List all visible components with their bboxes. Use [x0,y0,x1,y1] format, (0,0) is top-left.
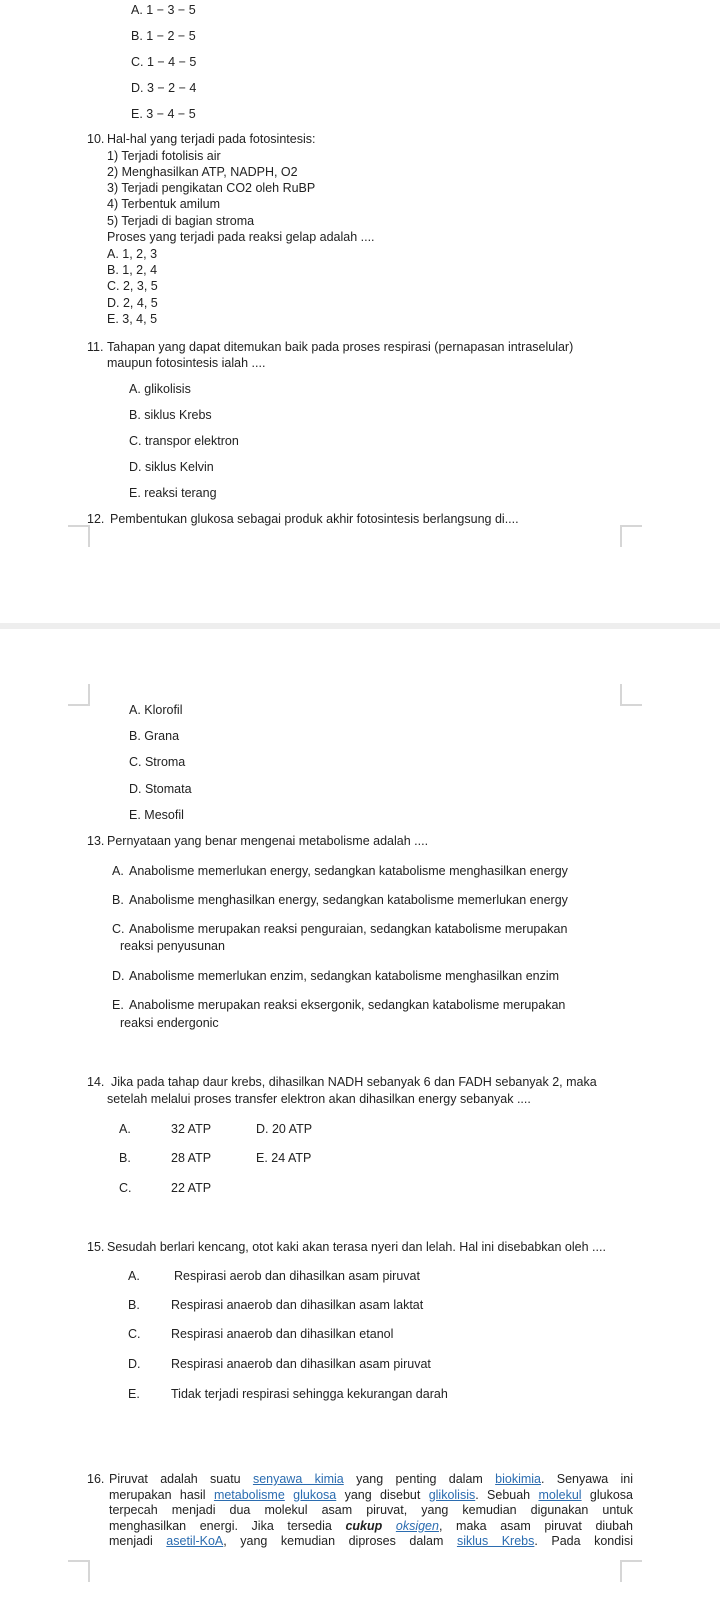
link-siklus-krebs[interactable]: siklus Krebs [456,1534,535,1548]
option-a-label: A. [128,1269,140,1283]
option-e: E. 3 − 4 − 5 [131,107,196,121]
question-number: 10. [87,132,105,146]
page-margin-mark-top-left [68,684,90,706]
option-d-label: D. [128,1357,141,1371]
option-a: A. 1 − 3 − 5 [131,3,196,17]
option-c-text: Respirasi anaerob dan dihasilkan etanol [171,1327,394,1341]
link-asetil-koa[interactable]: asetil-KoA [166,1534,224,1548]
option-d: D. 3 − 2 − 4 [131,81,197,95]
option-b: B. Grana [129,729,180,743]
option-d-text: Respirasi anaerob dan dihasilkan asam piruvat [171,1357,431,1371]
option-c-label: C. [128,1327,141,1341]
option-e: E. Mesofil [129,808,184,822]
question-number: 15. [87,1240,105,1254]
option-a: A. 1, 2, 3 [107,247,158,261]
option-d-text: Anabolisme memerlukan enzim, sedangkan katabolisme menghasilkan enzim [129,969,560,983]
option-b-text: 28 ATP [171,1151,212,1165]
option-e-text-line2: reaksi endergonic [120,1016,219,1030]
question-text: Pembentukan glukosa sebagai produk akhir fotosintesis berlangsung di.... [110,512,519,526]
option-e-text: Anabolisme merupakan reaksi eksergonik, sedangkan katabolisme merupakan [129,998,566,1012]
option-c-text: Anabolisme merupakan reaksi penguraian, sedangkan katabolisme merupakan [129,922,568,936]
option-b-text: Respirasi anaerob dan dihasilkan asam laktat [171,1298,424,1312]
statement-3: 3) Terjadi pengikatan CO2 oleh RuBP [107,181,316,195]
option-c-label: C. [119,1181,132,1195]
option-c: C. Stroma [129,755,186,769]
page-margin-mark-top-right [620,684,642,706]
question-number: 16. [87,1472,105,1486]
option-a-label: A. [119,1122,131,1136]
question-text-line2: maupun fotosintesis ialah .... [107,356,266,370]
option-c-text-line2: reaksi penyusunan [120,939,225,953]
option-a-text: 32 ATP [171,1122,212,1136]
question-number: 13. [87,834,105,848]
option-b: B. 1, 2, 4 [107,263,158,277]
link-biokimia[interactable]: biokimia [495,1472,541,1486]
option-c: C. transpor elektron [129,434,239,448]
question-text-line2: setelah melalui proses transfer elektron akan dihasilkan energy sebanyak .... [107,1092,531,1106]
option-b-label: B. [119,1151,131,1165]
question-text: Sesudah berlari kencang, otot kaki akan terasa nyeri dan lelah. Hal ini disebabkan oleh .... [107,1240,606,1254]
link-glukosa[interactable]: glukosa [293,1487,337,1502]
statement-1: 1) Terjadi fotolisis air [107,149,221,163]
link-molekul[interactable]: molekul [538,1487,582,1502]
option-a-text: Respirasi aerob dan dihasilkan asam piruvat [174,1269,420,1283]
option-b-text: Anabolisme menghasilkan energy, sedangkan katabolisme memerlukan energy [129,893,568,907]
option-e-label: E. [128,1387,140,1401]
option-a: A. glikolisis [129,382,191,396]
question-number: 11. [87,340,104,354]
paragraph-line-1: Piruvat adalah suatu senyawa kimia yang penting dalam biokimia. Senyawa ini [109,1472,634,1486]
option-a-text: Anabolisme memerlukan energy, sedangkan katabolisme menghasilkan energy [129,864,568,878]
option-e: E. 24 ATP [256,1151,312,1165]
page-margin-mark-bottom-left-2 [68,1560,90,1582]
link-glikolisis[interactable]: glikolisis [428,1487,476,1502]
link-oksigen[interactable]: oksigen [395,1518,439,1533]
page-margin-mark-bottom-right [620,525,642,547]
option-d: D. Stomata [129,782,192,796]
link-senyawa-kimia[interactable]: senyawa kimia [252,1472,344,1486]
option-b-label: B. [128,1298,140,1312]
option-e-text: Tidak terjadi respirasi sehingga kekurangan darah [171,1387,448,1401]
option-a: A. Klorofil [129,703,183,717]
option-e: E. 3, 4, 5 [107,312,158,326]
statement-4: 4) Terbentuk amilum [107,197,221,211]
link-metabolisme[interactable]: metabolisme [213,1487,285,1502]
statement-5: 5) Terjadi di bagian stroma [107,214,255,228]
paragraph-line-4: menghasilkan energi. Jika tersedia cukup oksigen, maka asam piruvat diubah [109,1518,634,1533]
question-text-line1: Tahapan yang dapat ditemukan baik pada proses respirasi (pernapasan intraselular) [107,340,574,354]
question-prompt: Proses yang terjadi pada reaksi gelap adalah .... [107,230,375,244]
option-d-label: D. [112,969,125,983]
option-c-text: 22 ATP [171,1181,212,1195]
option-c: C. 1 − 4 − 5 [131,55,197,69]
option-d: D. 2, 4, 5 [107,296,158,310]
question-text: Pernyataan yang benar mengenai metabolisme adalah .... [107,834,429,848]
option-a-label: A. [112,864,124,878]
option-e: E. reaksi terang [129,486,217,500]
statement-2: 2) Menghasilkan ATP, NADPH, O2 [107,165,298,179]
bold-italic-cukup: cukup [345,1518,383,1533]
option-b-label: B. [112,893,124,907]
question-number: 12. [87,512,105,526]
page-break [0,623,720,629]
option-c: C. 2, 3, 5 [107,279,158,293]
option-d: D. siklus Kelvin [129,460,214,474]
option-e-label: E. [112,998,124,1012]
option-b: B. 1 − 2 − 5 [131,29,196,43]
option-b: B. siklus Krebs [129,408,212,422]
option-c-label: C. [112,922,125,936]
question-text: Hal-hal yang terjadi pada fotosintesis: [107,132,316,146]
option-d: D. 20 ATP [256,1122,313,1136]
paragraph-line-5: menjadi asetil-KoA, yang kemudian diproses dalam siklus Krebs. Pada kondisi [109,1534,633,1548]
page-margin-mark-bottom-left [68,525,90,547]
page-margin-mark-bottom-right-2 [620,1560,642,1582]
question-number: 14. [87,1075,105,1089]
question-text-line1: Jika pada tahap daur krebs, dihasilkan NADH sebanyak 6 dan FADH sebanyak 2, maka [111,1075,597,1089]
paragraph-line-3: terpecah menjadi dua molekul asam piruvat, yang kemudian digunakan untuk [109,1503,633,1517]
paragraph-line-2: merupakan hasil metabolisme glukosa yang disebut glikolisis. Sebuah molekul glukosa [109,1487,633,1502]
question-paragraph [109,1472,633,1550]
